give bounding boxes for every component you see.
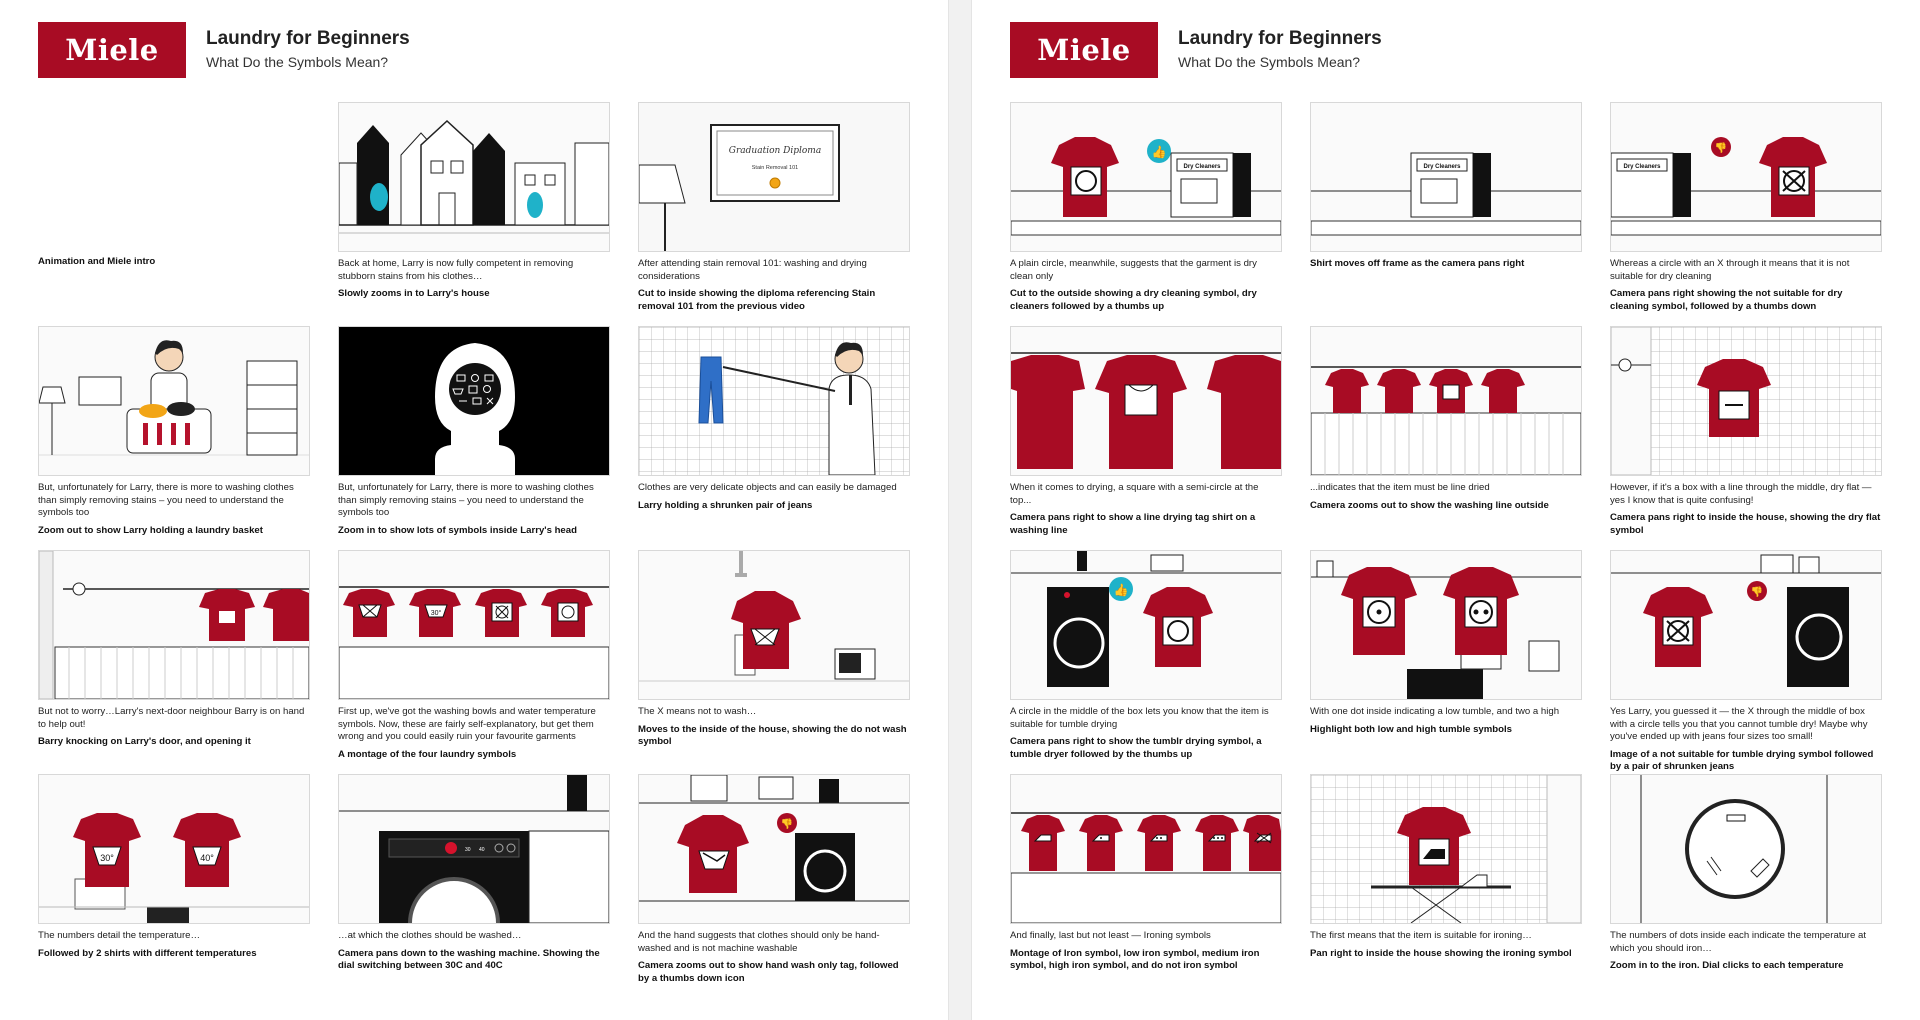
- panel-frame-tumble-low-high: [1310, 550, 1582, 700]
- panel-action: Zoom in to show lots of symbols inside Larry's head: [338, 524, 577, 536]
- panel-description: …at which the clothes should be washed…: [338, 930, 522, 941]
- storyboard-panel: [38, 326, 310, 550]
- thumbs-up-icon: 👍: [1151, 145, 1167, 159]
- tumble-low-high-illustration: [1311, 551, 1581, 699]
- panel-description: But, unfortunately for Larry, there is more to washing clothes than simply removing stains – you need to understand the symbols too: [338, 482, 594, 518]
- panel-frame-blank: [38, 102, 310, 252]
- panel-description: The numbers detail the temperature…: [38, 930, 201, 941]
- storyboard-panel: [1010, 102, 1282, 326]
- panel-description: A plain circle, meanwhile, suggests that the garment is dry clean only: [1010, 258, 1257, 282]
- panel-action: Followed by 2 shirts with different temperatures: [38, 947, 257, 959]
- panel-frame-machine-dial: [338, 774, 610, 924]
- svg-text:30: 30: [465, 847, 471, 853]
- panel-action: Camera zooms out to show the washing line outside: [1310, 499, 1549, 511]
- miele-logo: Miele: [38, 22, 186, 78]
- panel-description: And finally, last but not least — Ironing symbols: [1010, 930, 1211, 941]
- iron-montage-illustration: [1011, 775, 1281, 923]
- panel-frame-fence-shirts: [38, 550, 310, 700]
- svg-text:30°: 30°: [100, 853, 114, 863]
- panel-action: Camera zooms out to show hand wash only tag, followed by a thumbs down icon: [638, 960, 899, 984]
- storyboard-panel: [38, 102, 310, 326]
- panel-action: Larry holding a shrunken pair of jeans: [638, 499, 813, 511]
- panel-frame-no-tumble: [1610, 550, 1882, 700]
- panel-frame-line-dry-wide: [1310, 326, 1582, 476]
- panel-action: Cut to the outside showing a dry cleaning symbol, dry cleaners followed by a thumbs up: [1010, 288, 1257, 312]
- storyboard-grid: [1010, 102, 1882, 998]
- panel-frame-hand-wash: [638, 774, 910, 924]
- page-title: Laundry for Beginners: [206, 28, 410, 49]
- panel-description: Back at home, Larry is now fully competent in removing stubborn stains from his clothes…: [338, 258, 574, 282]
- panel-frame-larry-basket: [38, 326, 310, 476]
- panel-frame-iron-dial: [1610, 774, 1882, 924]
- line-dry-close-illustration: [1011, 327, 1281, 475]
- fence-shirts-illustration: [39, 551, 309, 699]
- svg-text:Dry Cleaners: Dry Cleaners: [1623, 164, 1661, 170]
- storyboard-panel: [38, 774, 310, 998]
- storyboard-panel: [1010, 774, 1282, 998]
- panel-description: When it comes to drying, a square with a semi-circle at the top...: [1010, 482, 1259, 506]
- panel-action: Camera pans right to show the tumblr drying symbol, a tumble dryer followed by the thumbs up: [1010, 736, 1262, 760]
- panel-action: Camera pans right to show a line drying tag shirt on a washing line: [1010, 512, 1256, 536]
- panel-action: A montage of the four laundry symbols: [338, 748, 517, 760]
- thumbs-up-icon: 👍: [1113, 583, 1129, 597]
- storyboard-panel: [338, 774, 610, 998]
- storyboard-panel: [638, 774, 910, 998]
- storyboard-grid: [38, 102, 910, 998]
- storyboard-panel: [338, 102, 610, 326]
- storyboard-panel: [638, 550, 910, 774]
- panel-description: The numbers of dots inside each indicate the temperature at which you should iron…: [1610, 930, 1866, 954]
- miele-logo: Miele: [1010, 22, 1158, 78]
- panel-action: Moves to the inside of the house, showing the do not wash symbol: [638, 723, 907, 747]
- panel-action: Slowly zooms in to Larry's house: [338, 288, 490, 299]
- panel-frame-dry-flat: [1610, 326, 1882, 476]
- panel-action: Camera pans right to inside the house, showing the dry flat symbol: [1610, 512, 1881, 536]
- panel-action: Montage of Iron symbol, low iron symbol, medium iron symbol, high iron symbol, and do not iron symbol: [1010, 947, 1260, 971]
- panel-description: With one dot inside indicating a low tumble, and two a high: [1310, 706, 1560, 717]
- thumbs-down-icon: 👎: [780, 819, 794, 830]
- panel-description: Clothes are very delicate objects and can easily be damaged: [638, 482, 897, 493]
- svg-text:Graduation Diploma: Graduation Diploma: [728, 146, 822, 156]
- storyboard-panel: [1310, 774, 1582, 998]
- panel-frame-larry-jeans: [638, 326, 910, 476]
- storyboard-panel: [1610, 326, 1882, 550]
- svg-text:Dry Cleaners: Dry Cleaners: [1183, 164, 1221, 170]
- panel-description: The first means that the item is suitable for ironing…: [1310, 930, 1532, 941]
- panel-frame-ironing-board: [1310, 774, 1582, 924]
- hand-wash-illustration: [639, 775, 909, 923]
- tumble-dry-illustration: [1011, 551, 1281, 699]
- panel-description: ...indicates that the item must be line dried: [1310, 482, 1490, 493]
- page-subtitle: What Do the Symbols Mean?: [206, 54, 389, 70]
- storyboard-panel: [638, 102, 910, 326]
- larry-basket-illustration: [39, 327, 309, 475]
- svg-text:Stain Removal 101: Stain Removal 101: [751, 165, 799, 171]
- storyboard-panel: [338, 326, 610, 550]
- panel-action: Barry knocking on Larry's door, and opening it: [38, 736, 251, 747]
- storyboard-panel: [338, 550, 610, 774]
- panel-frame-two-temps: [38, 774, 310, 924]
- svg-text:30°: 30°: [430, 610, 442, 617]
- dry-flat-illustration: [1611, 327, 1881, 475]
- larry-jeans-illustration: [639, 327, 909, 475]
- panel-action: Image of a not suitable for tumble drying symbol followed by a pair of shrunken jeans: [1610, 748, 1874, 772]
- panel-frame-do-not-wash: [638, 550, 910, 700]
- storyboard-panel: [1010, 326, 1282, 550]
- panel-frame-head-symbols: [338, 326, 610, 476]
- panel-frame-tumble-dry: [1010, 550, 1282, 700]
- panel-frame-dry-clean-shop: [1010, 102, 1282, 252]
- panel-description: And the hand suggests that clothes should only be hand-washed and is not machine washable: [638, 930, 880, 954]
- panel-description: Whereas a circle with an X through it means that it is not suitable for dry cleaning: [1610, 258, 1850, 282]
- head-symbols-illustration: [339, 327, 609, 475]
- panel-description: First up, we've got the washing bowls and water temperature symbols. Now, these are fairly self-explanatory, but get them wrong and you could easily ruin your favourite garments: [338, 706, 596, 742]
- storyboard-panel: [1310, 102, 1582, 326]
- page-subtitle: What Do the Symbols Mean?: [1178, 54, 1361, 70]
- two-temps-illustration: [39, 775, 309, 923]
- storyboard-panel: [38, 550, 310, 774]
- panel-description: A circle in the middle of the box lets you know that the item is suitable for tumble drying: [1010, 706, 1269, 730]
- svg-text:Dry Cleaners: Dry Cleaners: [1423, 164, 1461, 170]
- panel-frame-shop-only: [1310, 102, 1582, 252]
- iron-dial-illustration: [1611, 775, 1881, 923]
- panel-description: But, unfortunately for Larry, there is more to washing clothes than simply removing stains – you need to understand the symbols too: [38, 482, 294, 518]
- panel-frame-diploma: [638, 102, 910, 252]
- dry-clean-shop-illustration: [1011, 103, 1281, 251]
- panel-action: Cut to inside showing the diploma referencing Stain removal 101 from the previous video: [638, 288, 876, 312]
- storyboard-panel: [1310, 550, 1582, 774]
- storyboard-panel: [1010, 550, 1282, 774]
- panel-action: Zoom in to the iron. Dial clicks to each temperature: [1610, 960, 1844, 971]
- line-dry-wide-illustration: [1311, 327, 1581, 475]
- panel-action: Shirt moves off frame as the camera pans right: [1310, 258, 1525, 269]
- do-not-wash-illustration: [639, 551, 909, 699]
- panel-description: However, if it's a box with a line through the middle, dry flat — yes I know that is quite confusing!: [1610, 482, 1872, 506]
- storyboard-page-right: [972, 0, 1920, 1020]
- panel-frame-houses: [338, 102, 610, 252]
- shop-only-illustration: [1311, 103, 1581, 251]
- panel-action: Camera pans right showing the not suitable for dry cleaning symbol, followed by a thumbs down: [1610, 288, 1843, 312]
- panel-frame-iron-montage: [1010, 774, 1282, 924]
- panel-frame-line-dry-close: [1010, 326, 1282, 476]
- panel-frame-four-shirts: [338, 550, 610, 700]
- storyboard-panel: [1310, 326, 1582, 550]
- no-tumble-illustration: [1611, 551, 1881, 699]
- diploma-illustration: [639, 103, 909, 251]
- storyboard-panel: [1610, 774, 1882, 998]
- panel-frame-no-dry-clean: [1610, 102, 1882, 252]
- panel-description: The X means not to wash…: [638, 706, 757, 717]
- page-title: Laundry for Beginners: [1178, 28, 1382, 49]
- thumbs-down-icon: 👎: [1750, 587, 1764, 598]
- panel-action: Pan right to inside the house showing the ironing symbol: [1310, 947, 1572, 959]
- panel-action: Zoom out to show Larry holding a laundry basket: [38, 524, 263, 536]
- no-dry-clean-illustration: [1611, 103, 1881, 251]
- storyboard-panel: [1610, 102, 1882, 326]
- panel-action: Camera pans down to the washing machine. Showing the dial switching between 30C and 40C: [338, 947, 600, 971]
- storyboard-panel: [1610, 550, 1882, 774]
- panel-action: Highlight both low and high tumble symbols: [1310, 723, 1512, 735]
- thumbs-down-icon: 👎: [1714, 143, 1728, 154]
- panel-description: After attending stain removal 101: washing and drying considerations: [638, 258, 867, 282]
- svg-text:40°: 40°: [200, 853, 214, 863]
- panel-description: Yes Larry, you guessed it — the X through the middle of box with a circle tells you that you cannot tumble dry! Maybe why you've ended up with jeans four sizes too small!: [1610, 706, 1868, 742]
- ironing-board-illustration: [1311, 775, 1581, 923]
- panel-action: Animation and Miele intro: [38, 256, 156, 267]
- houses-illustration: [339, 103, 609, 251]
- panel-description: But not to worry…Larry's next-door neighbour Barry is on hand to help out!: [38, 706, 305, 730]
- svg-text:40: 40: [479, 847, 485, 853]
- page-gutter: [948, 0, 972, 1020]
- four-shirts-illustration: [339, 551, 609, 699]
- machine-dial-illustration: [339, 775, 609, 923]
- storyboard-page-left: [0, 0, 948, 1020]
- storyboard-panel: [638, 326, 910, 550]
